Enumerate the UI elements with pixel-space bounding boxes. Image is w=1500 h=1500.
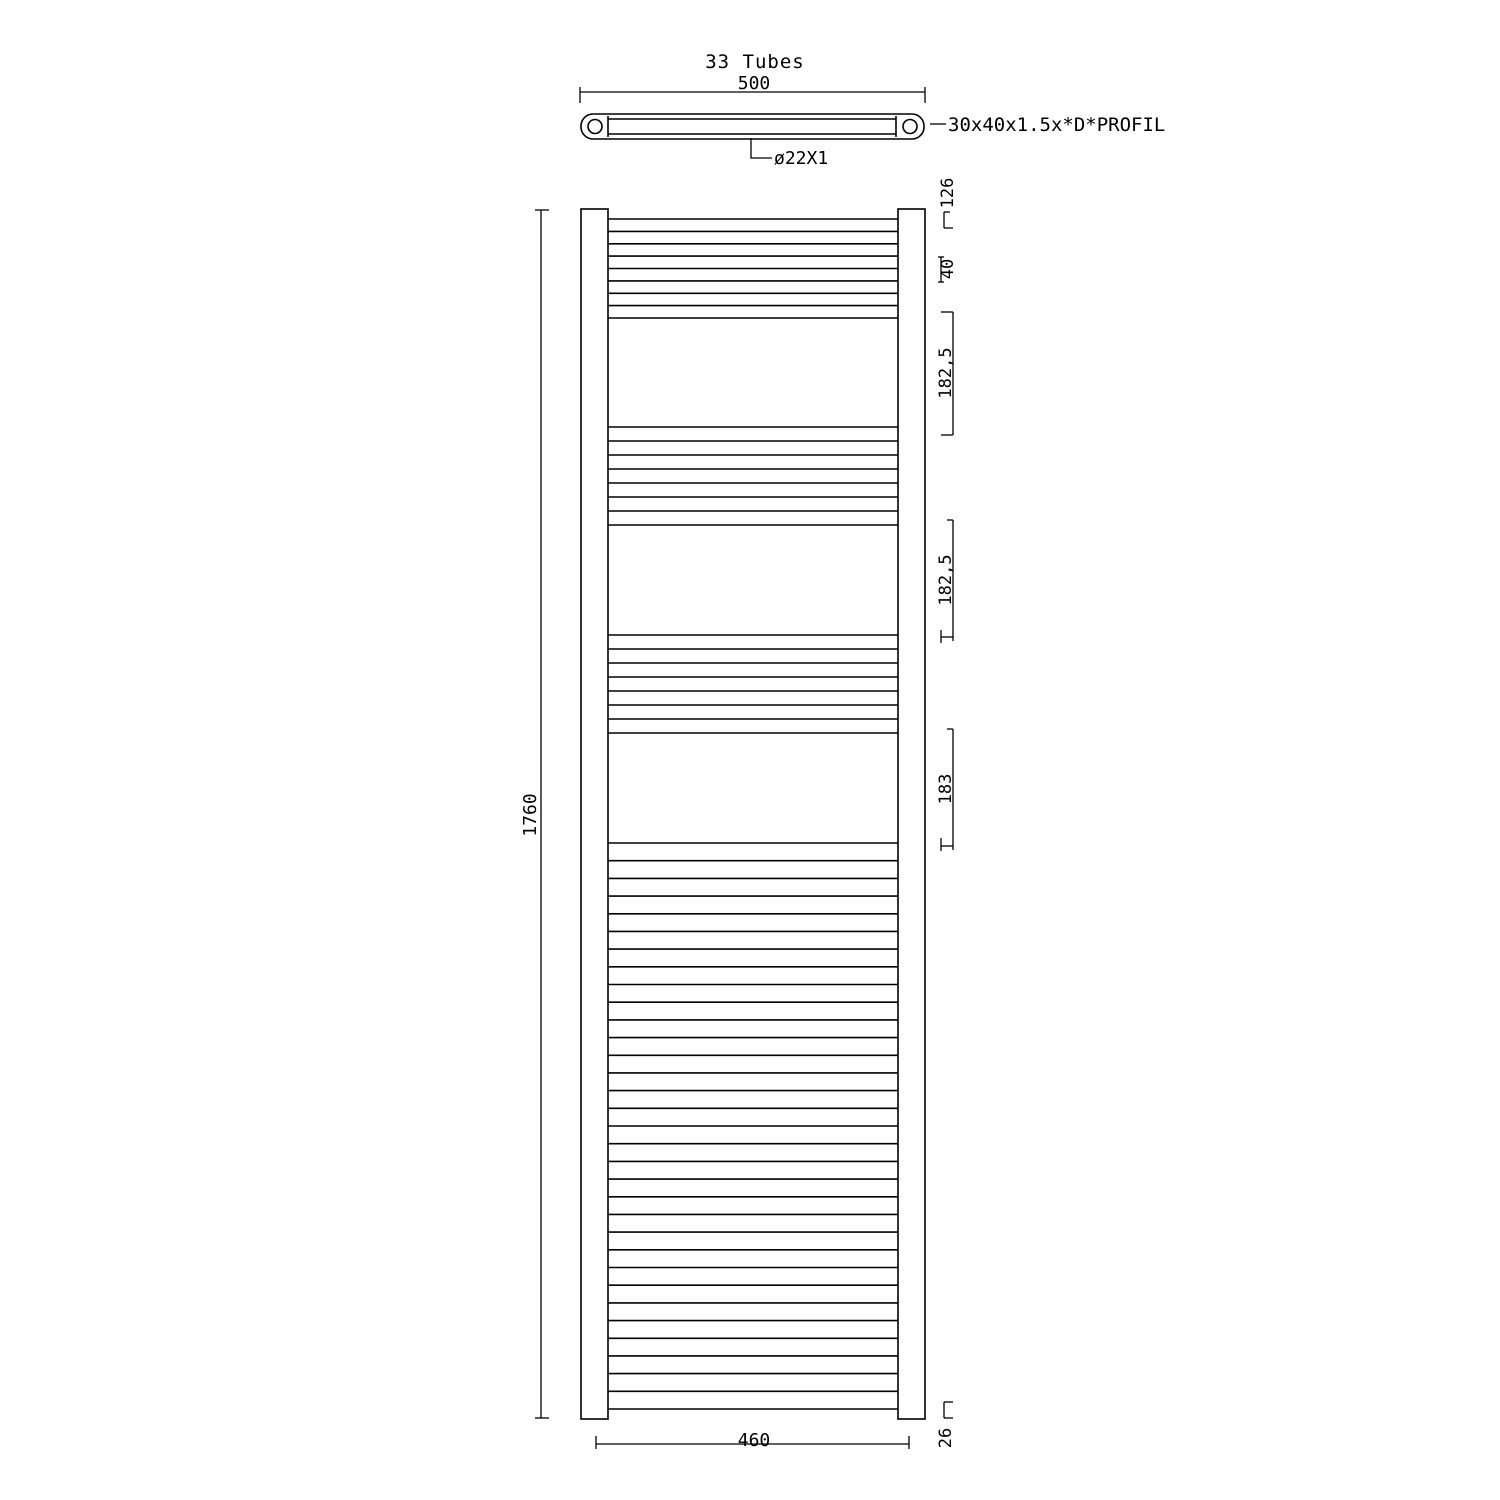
horizontal-tubes	[608, 219, 898, 1409]
overall-height-dimension	[520, 210, 549, 1418]
plan-rail	[581, 114, 924, 139]
top-offset-dimension	[938, 178, 958, 228]
tube-spec-label: ø22X1	[774, 148, 829, 169]
tube-count-label: 33 Tubes	[705, 51, 805, 73]
bottom-offset-label: 26	[936, 1427, 956, 1449]
overall-height-label: 1760	[520, 793, 541, 837]
gap-1-dimension	[936, 312, 956, 435]
gap-1-label: 182,5	[936, 347, 956, 399]
top-view	[580, 51, 1165, 169]
gap-3-dimension	[936, 729, 956, 851]
top-offset-label: 126	[938, 177, 958, 209]
overall-width-label: 500	[737, 73, 771, 94]
left-collector-profile-icon	[588, 120, 602, 134]
right-collector-profile-icon	[903, 120, 917, 134]
gap-3-label: 183	[936, 773, 956, 805]
gap-2-dimension	[936, 520, 956, 643]
right-dimensions	[936, 178, 958, 1449]
left-collector	[581, 209, 608, 1419]
inner-width-label: 460	[737, 1430, 771, 1451]
bottom-offset-dimension	[936, 1402, 956, 1448]
front-view	[581, 209, 925, 1419]
inner-width-dimension	[596, 1430, 909, 1451]
tube-leader-line	[751, 138, 772, 158]
tube-pitch-label: 40	[938, 258, 958, 280]
tube-pitch-dimension	[938, 257, 958, 282]
profile-spec-label: 30x40x1.5x*D*PROFIL	[948, 114, 1166, 136]
right-collector	[898, 209, 925, 1419]
gap-2-label: 182,5	[936, 554, 956, 606]
